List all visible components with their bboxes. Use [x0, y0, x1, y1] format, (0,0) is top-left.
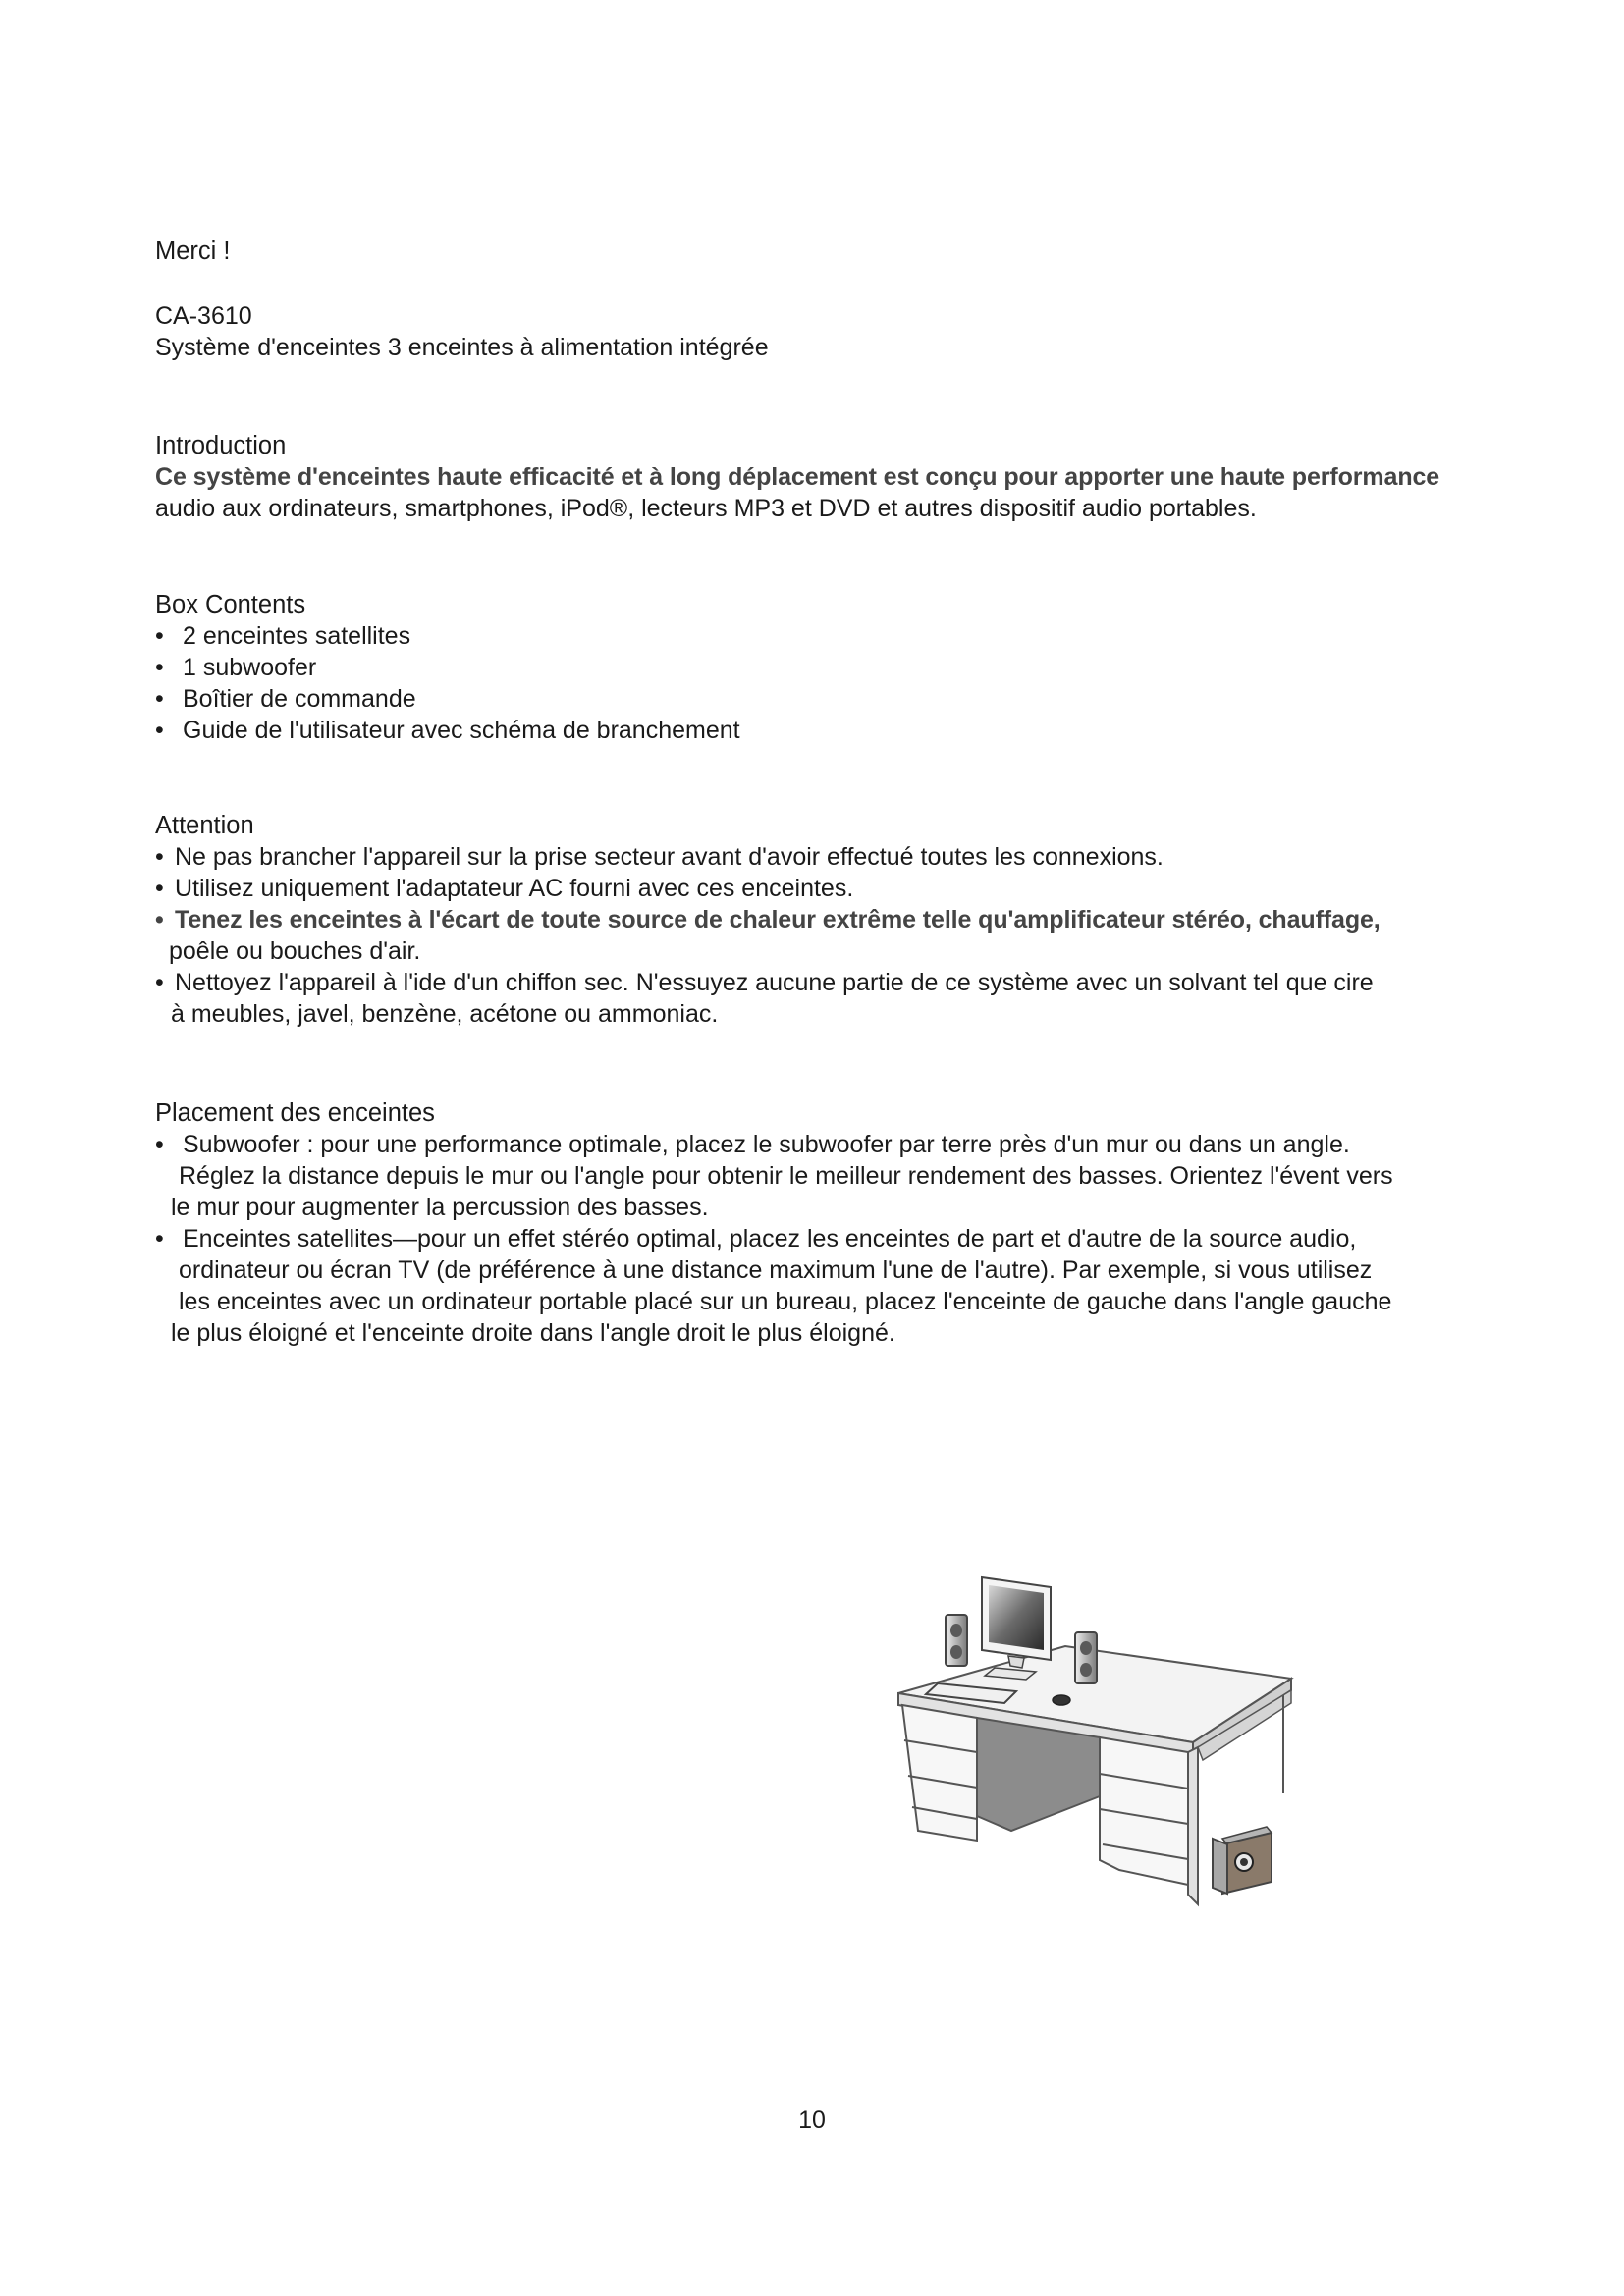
control-pod	[1053, 1695, 1070, 1705]
list-item: • Boîtier de commande	[155, 683, 1520, 715]
box-contents-heading: Box Contents	[155, 591, 306, 618]
box-contents-list	[155, 620, 1520, 746]
page-number: 10	[798, 2107, 826, 2134]
list-item: • 2 enceintes satellites	[155, 620, 1520, 652]
placement-heading: Placement des enceintes	[155, 1099, 435, 1127]
product-info	[155, 300, 1520, 363]
attention-heading: Attention	[155, 812, 254, 839]
product-subtitle: Système d'enceintes 3 enceintes à alimentation intégrée	[155, 334, 769, 361]
placement-sub-line-3: le mur pour augmenter la percussion des basses.	[171, 1194, 709, 1221]
list-item: • Ne pas brancher l'appareil sur la prise secteur avant d'avoir effectué toutes les connexions.	[155, 841, 1520, 873]
list-item: • Guide de l'utilisateur avec schéma de branchement	[155, 715, 1520, 746]
introduction-section	[155, 430, 1520, 524]
list-item: • 1 subwoofer	[155, 652, 1520, 683]
desk-leg-front	[1188, 1747, 1198, 1904]
introduction-heading: Introduction	[155, 432, 287, 459]
attention-item4-line2: à meubles, javel, benzène, acétone ou ammoniac.	[171, 1000, 719, 1028]
placement-sat-line-2: ordinateur ou écran TV (de préférence à une distance maximum l'une de l'autre). Par exemple, si vous utilisez	[179, 1256, 1373, 1284]
placement-sat-line-4: le plus éloigné et l'enceinte droite dans l'angle droit le plus éloigné.	[171, 1319, 895, 1347]
monitor-screen	[989, 1585, 1044, 1650]
list-item: • Nettoyez l'appareil à l'ide d'un chiffon sec. N'essuyez aucune partie de ce système avec un solvant tel que cire	[155, 967, 1520, 998]
list-item: • Enceintes satellites—pour un effet stéréo optimal, placez les enceintes de part et d'autre de la source audio,	[155, 1223, 1520, 1255]
thanks-text: Merci !	[155, 238, 231, 265]
attention-list-cont	[155, 967, 1520, 998]
attention-list	[155, 841, 1520, 935]
model-number: CA-3610	[155, 302, 252, 330]
desk-knee-space	[977, 1718, 1100, 1831]
list-item	[155, 904, 1520, 935]
introduction-line-2: audio aux ordinateurs, smartphones, iPod®, lecteurs MP3 et DVD et autres dispositif audio portables.	[155, 495, 1257, 522]
box-contents-section	[155, 589, 1520, 746]
placement-section	[155, 1097, 1520, 1349]
placement-list-cont	[155, 1223, 1520, 1255]
desk-speaker-illustration	[879, 1566, 1330, 1978]
attention-section	[155, 810, 1520, 1030]
thanks-heading	[155, 236, 1520, 267]
list-item: • Utilisez uniquement l'adaptateur AC fourni avec ces enceintes.	[155, 873, 1520, 904]
placement-list	[155, 1129, 1520, 1160]
introduction-line-1: Ce système d'enceintes haute efficacité et à long déplacement est conçu pour apporter une haute performance	[155, 463, 1440, 491]
placement-sub-line-2: Réglez la distance depuis le mur ou l'angle pour obtenir le meilleur rendement des basses. Orientez l'évent vers	[179, 1162, 1393, 1190]
list-item: • Subwoofer : pour une performance optimale, placez le subwoofer par terre près d'un mur ou dans un angle.	[155, 1129, 1520, 1160]
placement-sat-line-3: les enceintes avec un ordinateur portable placé sur un bureau, placez l'enceinte de gauche dans l'angle gauche	[179, 1288, 1392, 1315]
left-drawer-unit	[902, 1705, 977, 1841]
attention-item3-line2: poêle ou bouches d'air.	[169, 937, 421, 965]
attention-item3-line1: Tenez les enceintes à l'écart de toute source de chaleur extrême telle qu'amplificateur stéréo, chauffage,	[175, 906, 1380, 934]
